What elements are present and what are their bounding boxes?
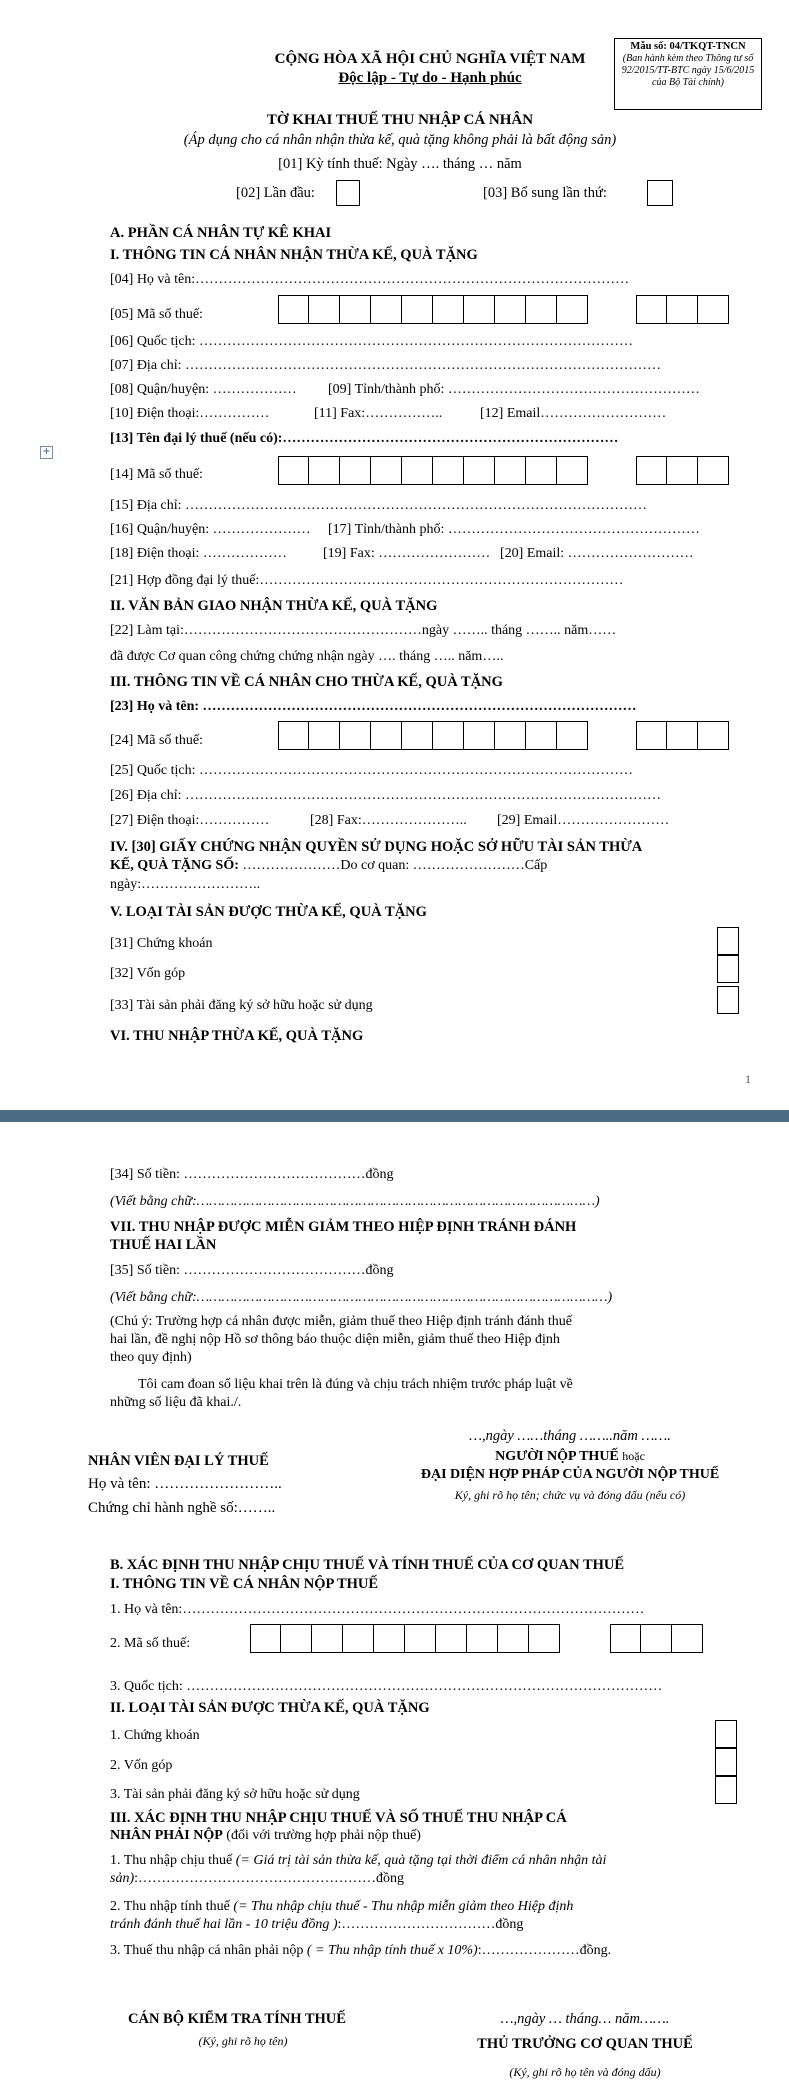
field-10-phone[interactable]: [10] Điện thoại:…………… bbox=[110, 406, 270, 421]
form-title: TỜ KHAI THUẾ THU NHẬP CÁ NHÂN bbox=[266, 112, 534, 128]
supplement-label: [03] Bổ sung lần thứ: bbox=[483, 185, 607, 201]
section-a4-heading-cont: KẾ, QUÀ TẶNG SỐ: bbox=[110, 858, 239, 873]
field-14-label: [14] Mã số thuế: bbox=[110, 467, 203, 482]
field-35-amount[interactable]: [35] Số tiền: …………………………………đồng bbox=[110, 1263, 394, 1278]
form-subtitle: (Áp dụng cho cá nhân nhận thừa kế, quà tặng không phải là bất động sản) bbox=[183, 132, 617, 148]
section-a-heading: A. PHẦN CÁ NHÂN TỰ KÊ KHAI bbox=[110, 225, 332, 241]
section-a3-heading: III. THÔNG TIN VỀ CÁ NHÂN CHO THỪA KẾ, QUÀ TẶNG bbox=[110, 674, 503, 690]
calc-2-formula: (= Thu nhập chịu thuế - Thu nhập miễn giảm theo Hiệp định bbox=[233, 1899, 574, 1914]
section-a7-heading-cont: THUẾ HAI LẦN bbox=[110, 1237, 217, 1253]
field-04-fullname[interactable]: [04] Họ và tên:………………………………………………………………………………… bbox=[110, 272, 630, 287]
section-b-heading: B. XÁC ĐỊNH THU NHẬP CHỊU THUẾ VÀ TÍNH THUẾ CỦA CƠ QUAN THUẾ bbox=[110, 1557, 625, 1573]
b-asset-2-checkbox[interactable] bbox=[715, 1748, 737, 1776]
agent-staff-certificate[interactable]: Chứng chỉ hành nghề số:…….. bbox=[88, 1500, 276, 1516]
note-line-3: theo quy định) bbox=[110, 1350, 192, 1365]
taxpayer-title bbox=[390, 1447, 750, 1466]
field-08-district[interactable]: [08] Quận/huyện: ……………… bbox=[110, 382, 297, 397]
calc-2-value: :……………………………đồng bbox=[337, 1917, 524, 1932]
calc-1-line-1 bbox=[110, 1852, 606, 1870]
field-15-address[interactable]: [15] Địa chỉ: ……………………………………………………………………………………… bbox=[110, 498, 648, 513]
calc-3-formula: ( = Thu nhập tính thuế x 10%) bbox=[306, 1943, 478, 1958]
commitment-line-1: Tôi cam đoan số liệu khai trên là đúng và chịu trách nhiệm trước pháp luật về bbox=[138, 1377, 573, 1392]
field-28-fax[interactable]: [28] Fax:………………….. bbox=[310, 813, 467, 828]
calc-2-label: 2. Thu nhập tính thuế bbox=[110, 1899, 230, 1914]
field-14-tax-code-suffix-cells[interactable] bbox=[636, 456, 729, 485]
form-code-box bbox=[614, 38, 762, 110]
b-asset-3-checkbox[interactable] bbox=[715, 1776, 737, 1804]
field-05-label: [05] Mã số thuế: bbox=[110, 307, 203, 322]
field-05-tax-code-suffix-cells[interactable] bbox=[636, 295, 729, 324]
calc-1-formula-cont: sản) bbox=[110, 1871, 135, 1886]
page-number: 1 bbox=[745, 1072, 751, 1086]
b-field-2-tax-code-suffix-cells[interactable] bbox=[610, 1624, 703, 1653]
tax-office-head-title: THỦ TRƯỞNG CƠ QUAN THUẾ bbox=[477, 2036, 693, 2052]
section-a2-heading: II. VĂN BẢN GIAO NHẬN THỪA KẾ, QUÀ TẶNG bbox=[110, 598, 438, 614]
country-name: CỘNG HÒA XÃ HỘI CHỦ NGHĨA VIỆT NAM bbox=[274, 51, 586, 67]
calc-1-value: :……………………………………………đồng bbox=[134, 1871, 405, 1886]
field-26-address[interactable]: [26] Địa chỉ: ………………………………………………………………………………………… bbox=[110, 788, 662, 803]
calc-3-value: :…………………đồng. bbox=[477, 1943, 612, 1958]
page-2 bbox=[0, 1122, 789, 2092]
section-b3-heading: III. XÁC ĐỊNH THU NHẬP CHỊU THUẾ VÀ SỐ THUẾ THU NHẬP CÁ bbox=[110, 1810, 567, 1826]
taxpayer-title-main: NGƯỜI NỘP THUẾ bbox=[495, 1449, 619, 1464]
field-16-district[interactable]: [16] Quận/huyện: ………………… bbox=[110, 522, 311, 537]
field-22-place[interactable]: [22] Làm tại:……………………………………………ngày …….. tháng …….. năm…… bbox=[110, 623, 617, 638]
first-time-label: [02] Lần đầu: bbox=[236, 185, 315, 201]
calc-1-formula: (= Giá trị tài sản thừa kế, quà tặng tại thời điểm cá nhân nhận tài bbox=[235, 1853, 607, 1868]
section-a4-heading: IV. [30] GIẤY CHỨNG NHẬN QUYỀN SỬ DỤNG HOẶC SỞ HỮU TÀI SẢN THỪA bbox=[110, 839, 643, 855]
b-field-1-fullname[interactable]: 1. Họ và tên:……………………………………………………………………………………… bbox=[110, 1602, 645, 1617]
expand-icon[interactable]: + bbox=[40, 446, 53, 459]
field-27-phone[interactable]: [27] Điện thoại:…………… bbox=[110, 813, 270, 828]
declaration-date[interactable]: …,ngày ……tháng ……..năm ……. bbox=[469, 1428, 671, 1444]
calc-2-formula-cont: tránh đánh thuế hai lần - 10 triệu đồng ) bbox=[110, 1917, 338, 1932]
form-code-title: Mẫu số: 04/TKQT-TNCN bbox=[630, 41, 746, 52]
field-18-phone[interactable]: [18] Điện thoại: ……………… bbox=[110, 546, 287, 561]
b-asset-1-checkbox[interactable] bbox=[715, 1720, 737, 1748]
field-11-fax[interactable]: [11] Fax:…………….. bbox=[314, 406, 443, 421]
field-24-tax-code-suffix-cells[interactable] bbox=[636, 721, 729, 750]
b-asset-2-label: 2. Vốn góp bbox=[110, 1758, 173, 1773]
calc-2-line-1 bbox=[110, 1898, 573, 1916]
field-25-nationality[interactable]: [25] Quốc tịch: ………………………………………………………………………………… bbox=[110, 763, 634, 778]
taxpayer-title-or: hoặc bbox=[622, 1449, 645, 1463]
field-05-tax-code-cells[interactable] bbox=[278, 295, 588, 324]
inspector-sign-note: (Ký, ghi rõ họ tên) bbox=[198, 2034, 288, 2048]
field-09-province[interactable]: [09] Tỉnh/thành phố: ……………………………………………… bbox=[328, 382, 700, 397]
calc-3-line[interactable] bbox=[110, 1942, 611, 1960]
field-20-email[interactable]: [20] Email: ……………………… bbox=[500, 546, 694, 561]
supplement-input[interactable] bbox=[647, 180, 673, 206]
field-30-number-issuer: …………………Do cơ quan: ……………………Cấp bbox=[242, 858, 548, 873]
section-b3-heading-cont bbox=[110, 1827, 421, 1845]
taxpayer-representative-title: ĐẠI DIỆN HỢP PHÁP CỦA NGƯỜI NỘP THUẾ bbox=[420, 1467, 720, 1482]
field-24-label: [24] Mã số thuế: bbox=[110, 733, 203, 748]
inspector-title: CÁN BỘ KIỂM TRA TÍNH THUẾ bbox=[128, 2011, 346, 2027]
tax-office-head-sign-note: (Ký, ghi rõ họ tên và đóng dấu) bbox=[509, 2065, 661, 2079]
agent-staff-title: NHÂN VIÊN ĐẠI LÝ THUẾ bbox=[88, 1453, 269, 1469]
section-b2-heading: II. LOẠI TÀI SẢN ĐƯỢC THỪA KẾ, QUÀ TẶNG bbox=[110, 1700, 430, 1716]
note-line-2: hai lần, đề nghị nộp Hồ sơ thông báo thuộc diện miễn, giảm thuế theo Hiệp định bbox=[110, 1332, 560, 1347]
commitment-line-2: những số liệu đã khai./. bbox=[110, 1395, 242, 1410]
field-13-agent-name[interactable]: [13] Tên đại lý thuế (nếu có):……………………………………………………………… bbox=[110, 431, 619, 446]
field-30-issue-date[interactable]: ngày:…………………….. bbox=[110, 877, 261, 892]
b-field-2-tax-code-cells[interactable] bbox=[250, 1624, 560, 1653]
calc-2-line-2[interactable] bbox=[110, 1916, 523, 1934]
taxpayer-sign-note: Ký, ghi rõ họ tên; chức vụ và đóng dấu (nếu có) bbox=[454, 1488, 686, 1502]
section-a5-heading: V. LOẠI TÀI SẢN ĐƯỢC THỪA KẾ, QUÀ TẶNG bbox=[110, 904, 427, 920]
b-field-2-label: 2. Mã số thuế: bbox=[110, 1636, 191, 1651]
field-07-address[interactable]: [07] Địa chỉ: ………………………………………………………………………………………… bbox=[110, 358, 662, 373]
tax-period: [01] Kỳ tính thuế: Ngày …. tháng … năm bbox=[278, 156, 522, 172]
field-24-tax-code-cells[interactable] bbox=[278, 721, 588, 750]
calc-3-label: 3. Thuế thu nhập cá nhân phải nộp bbox=[110, 1943, 304, 1958]
agent-staff-name[interactable]: Họ và tên: …………………….. bbox=[88, 1476, 282, 1492]
field-23-fullname[interactable]: [23] Họ và tên: ………………………………………………………………………………… bbox=[110, 699, 637, 714]
field-34-amount[interactable]: [34] Số tiền: …………………………………đồng bbox=[110, 1167, 394, 1182]
assessment-date[interactable]: …,ngày … tháng… năm……. bbox=[500, 2011, 670, 2027]
field-06-nationality[interactable]: [06] Quốc tịch: ………………………………………………………………………………… bbox=[110, 334, 634, 349]
section-b3-heading-note: (đối với trường hợp phải nộp thuế) bbox=[226, 1828, 421, 1843]
field-19-fax[interactable]: [19] Fax: …………………… bbox=[323, 546, 491, 561]
calc-1-line-2[interactable] bbox=[110, 1870, 404, 1888]
field-33-registered-asset-checkbox[interactable] bbox=[717, 986, 739, 1014]
field-29-email[interactable]: [29] Email…………………… bbox=[497, 813, 670, 828]
field-21-agent-contract[interactable]: [21] Hợp đồng đại lý thuế:…………………………………………………………………… bbox=[110, 573, 624, 588]
b-field-3-nationality[interactable]: 3. Quốc tịch: ………………………………………………………………………………………… bbox=[110, 1679, 663, 1694]
field-22-notary[interactable]: đã được Cơ quan công chứng chứng nhận ngày …. tháng ….. năm….. bbox=[110, 649, 504, 664]
page-separator bbox=[0, 1110, 789, 1122]
section-a6-heading: VI. THU NHẬP THỪA KẾ, QUÀ TẶNG bbox=[110, 1028, 364, 1044]
b-asset-3-label: 3. Tài sản phải đăng ký sở hữu hoặc sử dụng bbox=[110, 1787, 360, 1802]
section-b3-heading-cont-bold: NHÂN PHẢI NỘP bbox=[110, 1828, 223, 1843]
form-code-note: (Ban hành kèm theo Thông tư số 92/2015/TT-BTC ngày 15/6/2015 của Bộ Tài chính) bbox=[621, 53, 755, 88]
motto: Độc lập - Tự do - Hạnh phúc bbox=[338, 70, 522, 86]
section-a7-heading: VII. THU NHẬP ĐƯỢC MIỄN GIẢM THEO HIỆP ĐỊNH TRÁNH ĐÁNH bbox=[110, 1219, 577, 1235]
section-a1-heading: I. THÔNG TIN CÁ NHÂN NHẬN THỪA KẾ, QUÀ TẶNG bbox=[110, 247, 478, 263]
field-31-securities-checkbox[interactable] bbox=[717, 927, 739, 955]
first-time-checkbox[interactable] bbox=[336, 180, 360, 206]
field-12-email[interactable]: [12] Email……………………… bbox=[480, 406, 667, 421]
field-32-capital-checkbox[interactable] bbox=[717, 955, 739, 983]
b-asset-1-label: 1. Chứng khoán bbox=[110, 1728, 200, 1743]
field-17-province[interactable]: [17] Tỉnh/thành phố: ……………………………………………… bbox=[328, 522, 700, 537]
field-35-amount-words[interactable]: (Viết bằng chữ:………………………………………………………………………………………) bbox=[110, 1290, 613, 1305]
calc-1-label: 1. Thu nhập chịu thuế bbox=[110, 1853, 233, 1868]
section-b1-heading: I. THÔNG TIN VỀ CÁ NHÂN NỘP THUẾ bbox=[110, 1576, 379, 1592]
note-line-1: (Chú ý: Trường hợp cá nhân được miễn, giảm thuế theo Hiệp định tránh đánh thuế bbox=[110, 1314, 572, 1329]
field-34-amount-words[interactable]: (Viết bằng chữ:……………………………………………………………………………………) bbox=[110, 1194, 600, 1209]
field-33-registered-asset-label: [33] Tài sản phải đăng ký sở hữu hoặc sử dụng bbox=[110, 998, 373, 1013]
field-32-capital-label: [32] Vốn góp bbox=[110, 966, 186, 981]
field-31-securities-label: [31] Chứng khoán bbox=[110, 936, 213, 951]
field-14-tax-code-cells[interactable] bbox=[278, 456, 588, 485]
field-30-certificate[interactable] bbox=[110, 857, 547, 875]
